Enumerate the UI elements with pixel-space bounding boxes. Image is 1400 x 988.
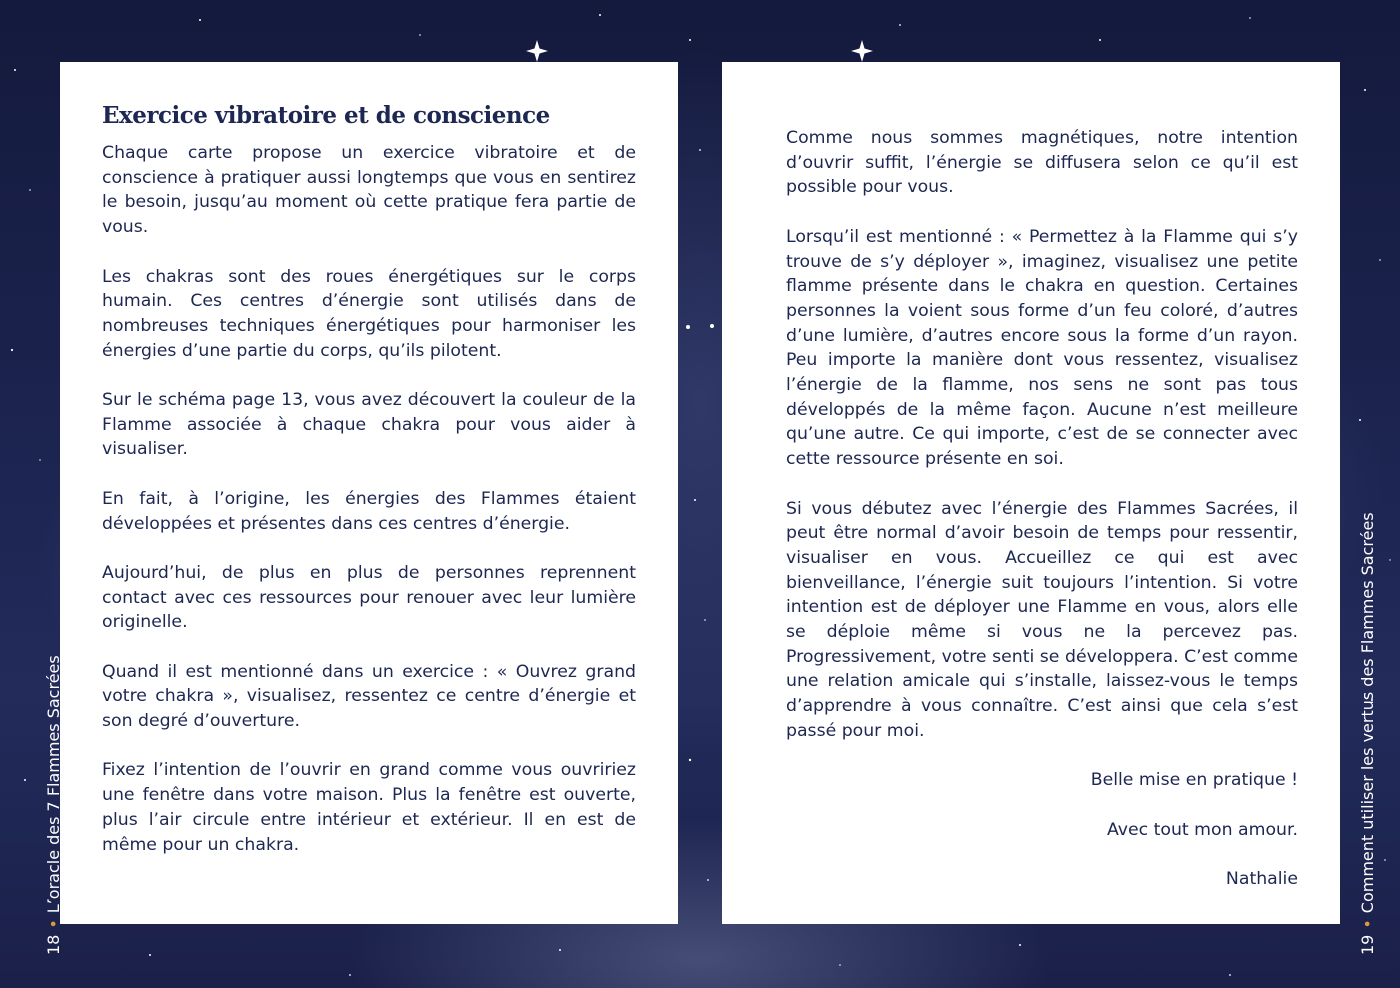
right-folio xyxy=(1358,512,1377,955)
paragraph: Comme nous sommes magnétiques, notre intention d’ouvrir suffit, l’énergie se diffusera selon ce qu’il est possible pour vous. xyxy=(786,128,1298,198)
bullet-dot-icon: • xyxy=(44,919,63,929)
paragraph: Aujourd’hui, de plus en plus de personnes reprennent contact avec ces ressources pour renouer avec leur lumière originelle. xyxy=(102,562,636,633)
paragraph: Si vous débutez avec l’énergie des Flammes Sacrées, il peut être normal d’avoir besoin de temps pour ressentir, visualiser en vous. Accueillez ce qui est avec bienveillance, l’énergie suit toujours l’intention. Si votre intention est de déployer une Flamme en vous, alors elle se déploie même si vous ne la percevez pas. Progressivement, votre senti se développera. C’est comme une relation amicale qui s’installe, laissez-vous le temps d’apprendre à vous connaître. C’est ainsi que cela s’est passé pour moi. xyxy=(786,498,1298,741)
paragraph: Chaque carte propose un exercice vibratoire et de conscience à pratiquer aussi longtemps que vous en sentirez le besoin, jusqu’au moment où cette pratique fera partie de vous. xyxy=(102,143,636,238)
page-number: 19 xyxy=(1358,934,1377,955)
running-title: Comment utiliser les vertus des Flammes Sacrées xyxy=(1358,512,1377,914)
left-page xyxy=(60,62,678,924)
closing-line: Belle mise en pratique ! xyxy=(1090,770,1298,791)
paragraph: Sur le schéma page 13, vous avez découvert la couleur de la Flamme associée à chaque chakra pour vous aider à visualiser. xyxy=(102,390,636,460)
paragraph: Les chakras sont des roues énergétiques sur le corps humain. Ces centres d’énergie sont utilisés dans de nombreuses techniques énergétiques pour harmoniser les énergies d’une partie du corps, qu’ils pilotent. xyxy=(102,266,636,361)
section-heading: Exercice vibratoire et de conscience xyxy=(102,102,550,129)
paragraph: En fait, à l’origine, les énergies des Flammes étaient développées et présentes dans ces centres d’énergie. xyxy=(102,488,636,534)
right-page xyxy=(722,62,1340,924)
bullet-dot-icon: • xyxy=(1358,919,1377,929)
left-folio xyxy=(44,655,63,955)
signature: Nathalie xyxy=(1225,869,1298,890)
paragraph: Fixez l’intention de l’ouvrir en grand comme vous ouvririez une fenêtre dans votre maison. Plus la fenêtre est ouverte, plus l’air circule entre intérieur et extérieur. Il en est de même pour un chakra. xyxy=(102,760,636,855)
page-number: 18 xyxy=(44,934,63,955)
closing-line: Avec tout mon amour. xyxy=(1106,819,1298,840)
paragraph: Quand il est mentionné dans un exercice : « Ouvrez grand votre chakra », visualisez, ressentez ce centre d’énergie et son degré d’ouverture. xyxy=(102,661,636,732)
paragraph: Lorsqu’il est mentionné : « Permettez à la Flamme qui s’y trouve de s’y déployer », imaginez, visualisez une petite flamme présente dans le chakra en question. Certaines personnes la voient sous forme d’un feu coloré, d’autres d’une lumière, d’autres encore sous la forme d’un rayon. Peu importe la manière dont vous ressentez, visualisez l’énergie de la flamme, nos sens ne sont pas tous développés de la même façon. Aucune n’est meilleure qu’une autre. Ce qui importe, c’est de se connecter avec cette ressource présente en soi. xyxy=(786,226,1298,470)
running-title: L’oracle des 7 Flammes Sacrées xyxy=(44,655,63,914)
